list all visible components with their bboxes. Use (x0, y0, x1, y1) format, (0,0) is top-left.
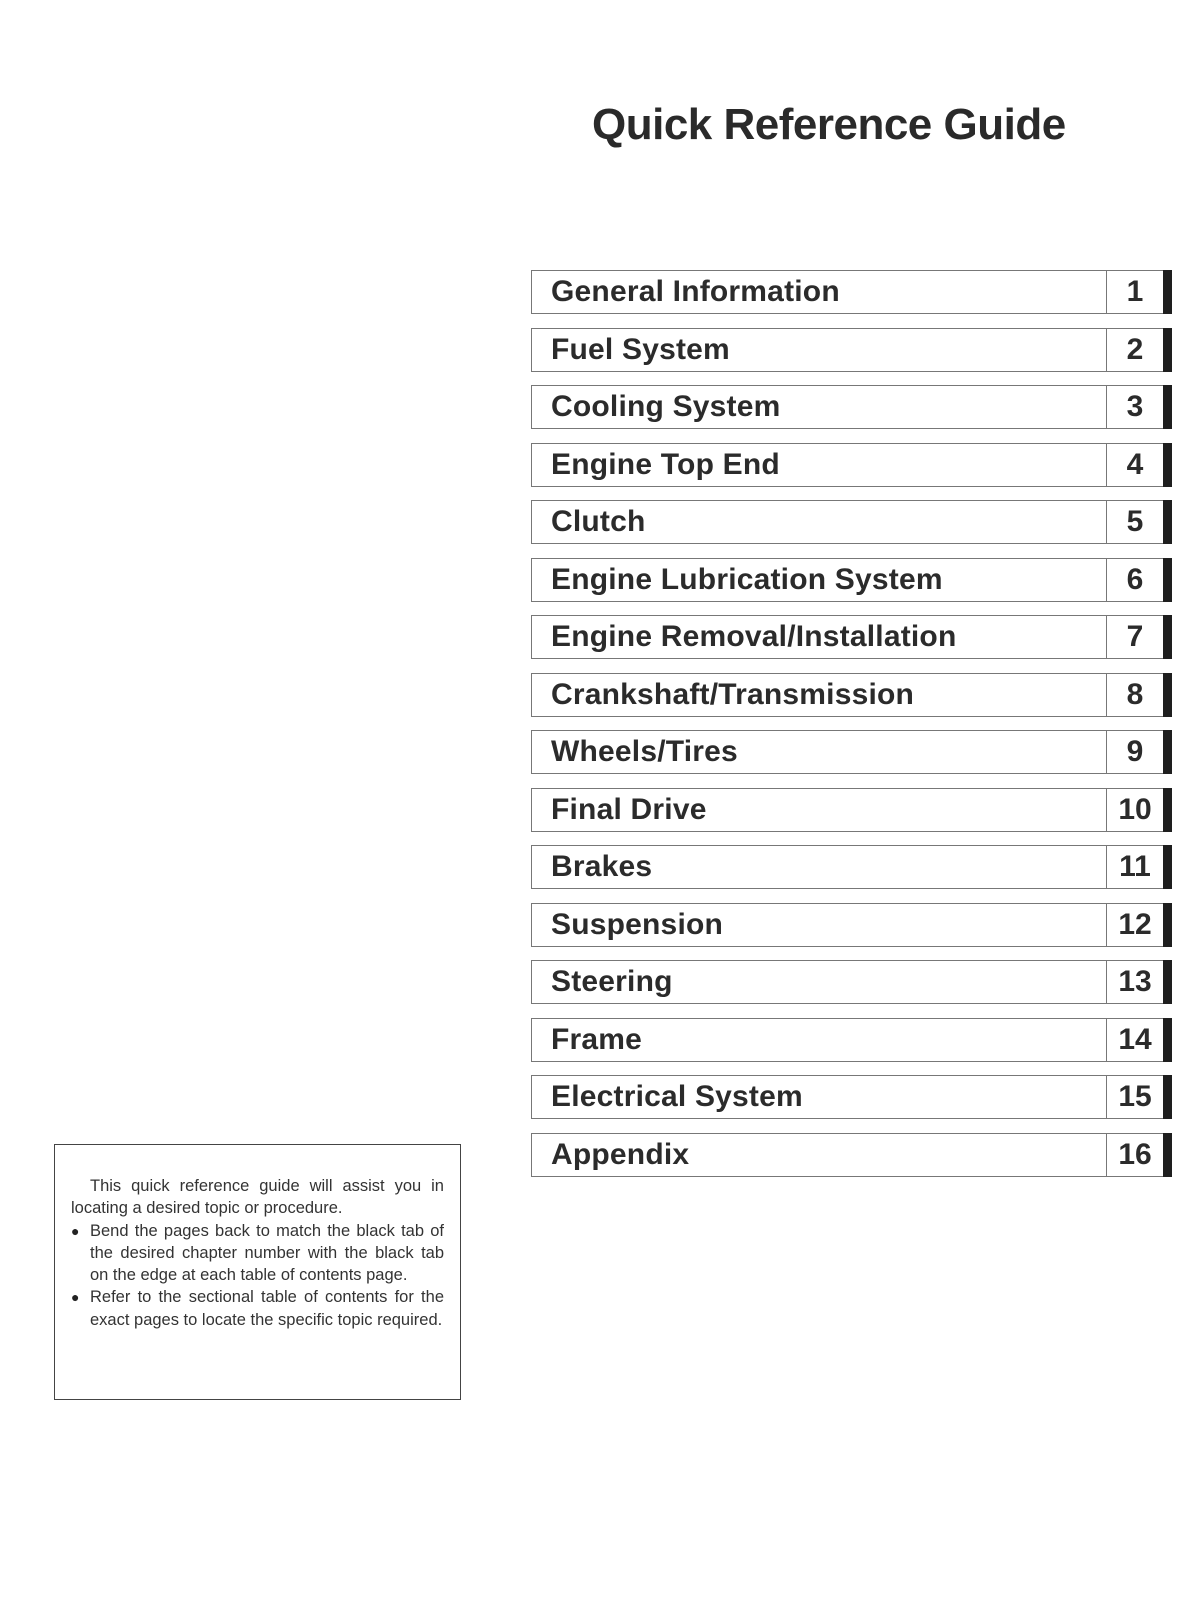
black-tab-marker (1163, 558, 1172, 602)
chapter-row-15[interactable] (531, 1075, 1196, 1119)
chapter-row-13[interactable] (531, 960, 1196, 1004)
note-bullet (71, 1286, 444, 1331)
chapter-label: Clutch (551, 505, 646, 538)
chapter-row-7[interactable] (531, 615, 1196, 659)
black-tab-marker (1163, 673, 1172, 717)
note-intro: This quick reference guide will assist you in locating a desired topic or procedure. (71, 1177, 444, 1218)
chapter-row-6[interactable] (531, 558, 1196, 602)
note-bullet-text: Refer to the sectional table of contents for the exact pages to locate the specific topic required. (90, 1288, 444, 1329)
chapter-label: Appendix (551, 1137, 690, 1171)
note-bullet-text: Bend the pages back to match the black tab of the desired chapter number with the black tab on the edge at each table of contents page. (90, 1221, 444, 1285)
black-tab-marker (1163, 845, 1172, 889)
black-tab-marker (1163, 730, 1172, 774)
chapter-number: 2 (1126, 332, 1144, 366)
filled-circle-bullet-icon: ● (71, 1289, 80, 1306)
black-tab-marker (1163, 443, 1172, 487)
usage-note-box (54, 1144, 461, 1400)
black-tab-marker (1163, 1018, 1172, 1062)
chapter-row-4[interactable] (531, 443, 1196, 487)
chapter-number: 10 (1118, 792, 1152, 826)
chapter-row-10[interactable] (531, 788, 1196, 832)
chapter-row-14[interactable] (531, 1018, 1196, 1062)
chapter-label: Cooling System (551, 390, 781, 423)
chapter-number: 5 (1126, 505, 1144, 538)
chapter-row-16[interactable] (531, 1133, 1196, 1177)
chapter-label: Brakes (551, 850, 653, 883)
chapter-number: 13 (1118, 965, 1152, 998)
chapter-row-5[interactable] (531, 500, 1196, 544)
chapter-row-8[interactable] (531, 673, 1196, 717)
chapter-label: Engine Lubrication System (551, 562, 943, 596)
black-tab-marker (1163, 328, 1172, 372)
chapter-label: Final Drive (551, 792, 707, 826)
black-tab-marker (1163, 270, 1172, 314)
black-tab-marker (1163, 385, 1172, 429)
filled-circle-bullet-icon: ● (71, 1222, 80, 1239)
chapter-number: 6 (1126, 562, 1144, 596)
chapter-number: 3 (1126, 390, 1144, 423)
chapter-label: General Information (551, 275, 840, 308)
chapter-row-11[interactable] (531, 845, 1196, 889)
chapter-number: 16 (1118, 1137, 1152, 1171)
chapter-label: Suspension (551, 907, 724, 941)
page-title: Quick Reference Guide (592, 100, 1066, 149)
chapter-number: 14 (1118, 1022, 1152, 1056)
chapter-row-9[interactable] (531, 730, 1196, 774)
black-tab-marker (1163, 1133, 1172, 1177)
chapter-number: 12 (1118, 907, 1152, 941)
chapter-label: Engine Top End (551, 447, 780, 481)
chapter-label: Electrical System (551, 1080, 803, 1113)
chapter-row-3[interactable] (531, 385, 1196, 429)
black-tab-marker (1163, 903, 1172, 947)
black-tab-marker (1163, 788, 1172, 832)
chapter-number: 1 (1126, 275, 1144, 308)
black-tab-marker (1163, 1075, 1172, 1119)
chapter-row-2[interactable] (531, 328, 1196, 372)
chapter-label: Steering (551, 965, 673, 998)
black-tab-marker (1163, 500, 1172, 544)
chapter-row-12[interactable] (531, 903, 1196, 947)
black-tab-marker (1163, 615, 1172, 659)
chapter-label: Engine Removal/Installation (551, 620, 957, 653)
chapter-number: 15 (1118, 1080, 1152, 1113)
chapter-number: 8 (1126, 677, 1144, 711)
chapter-label: Crankshaft/Transmission (551, 677, 915, 711)
chapter-number: 11 (1119, 850, 1151, 883)
note-bullet (71, 1220, 444, 1287)
chapter-label: Frame (551, 1022, 643, 1056)
black-tab-marker (1163, 960, 1172, 1004)
chapter-number: 9 (1126, 735, 1144, 768)
chapter-number: 4 (1126, 447, 1144, 481)
chapter-label: Wheels/Tires (551, 735, 738, 768)
chapter-label: Fuel System (551, 332, 730, 366)
chapter-row-1[interactable] (531, 270, 1196, 314)
chapter-number: 7 (1126, 620, 1144, 653)
